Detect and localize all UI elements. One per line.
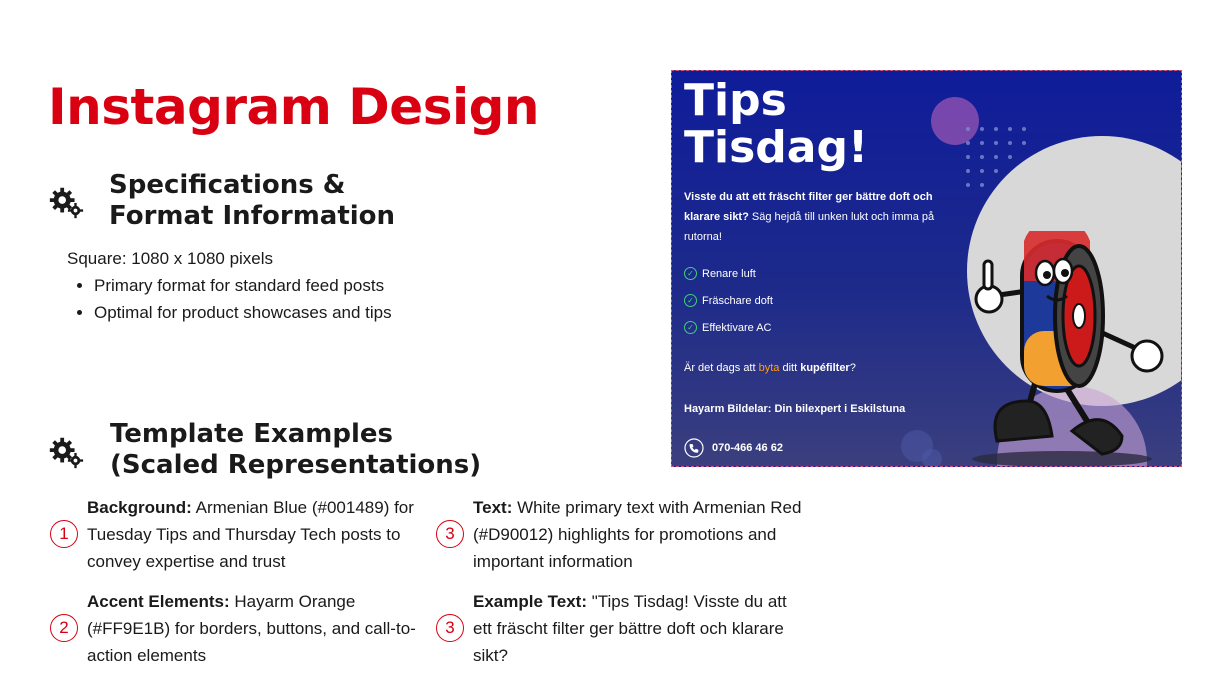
post-tagline: Hayarm Bildelar: Din bilexpert i Eskilstuna bbox=[684, 403, 906, 415]
list-item: • Optimal for product showcases and tips bbox=[94, 299, 407, 326]
check-icon: ✓ bbox=[684, 267, 697, 280]
benefit-item: ✓ Fräschare doft bbox=[684, 294, 773, 307]
post-intro: Visste du att ett fräscht filter ger bättre doft och klarare sikt? Säg hejdå till unken lukt och imma på rutorna! bbox=[684, 191, 935, 243]
gears-icon bbox=[47, 183, 85, 221]
step-number: 2 bbox=[50, 614, 78, 642]
gears-icon bbox=[47, 433, 85, 471]
tire-mascot-illustration bbox=[967, 231, 1182, 466]
step-number: 3 bbox=[436, 520, 464, 548]
specs-heading: Specifications & Format Information bbox=[109, 170, 396, 231]
instagram-post-preview bbox=[671, 70, 1182, 467]
phone-icon bbox=[684, 438, 704, 458]
post-question: Är det dags att byta ditt kupéfilter? bbox=[684, 362, 856, 374]
templates-heading: Template Examples (Scaled Representations) bbox=[110, 419, 482, 480]
check-icon: ✓ bbox=[684, 321, 697, 334]
list-item: • Primary format for standard feed posts bbox=[94, 272, 407, 299]
square-format: Square: 1080 x 1080 pixels bbox=[67, 249, 274, 268]
specs-list bbox=[67, 272, 407, 326]
text-example: Text: White primary text with Armenian Red (#D90012) highlights for promotions and important information bbox=[473, 498, 802, 571]
benefit-item: ✓ Effektivare AC bbox=[684, 321, 772, 334]
post-phone: 070-466 46 62 bbox=[684, 438, 783, 458]
post-title: Tips Tisdag! bbox=[684, 75, 869, 173]
background-example: Background: Armenian Blue (#001489) for Tuesday Tips and Thursday Tech posts to convey expertise and trust bbox=[87, 498, 414, 571]
benefit-item: ✓ Renare luft bbox=[684, 267, 756, 280]
check-icon: ✓ bbox=[684, 294, 697, 307]
accent-example: Accent Elements: Hayarm Orange (#FF9E1B) for borders, buttons, and call-to-action elements bbox=[87, 592, 416, 665]
step-number: 3 bbox=[436, 614, 464, 642]
example-text: Example Text: "Tips Tisdag! Visste du att ett fräscht filter ger bättre doft och klarare sikt? bbox=[473, 592, 787, 665]
page-title: Instagram Design bbox=[48, 78, 539, 136]
step-number: 1 bbox=[50, 520, 78, 548]
specs-content bbox=[67, 245, 407, 326]
